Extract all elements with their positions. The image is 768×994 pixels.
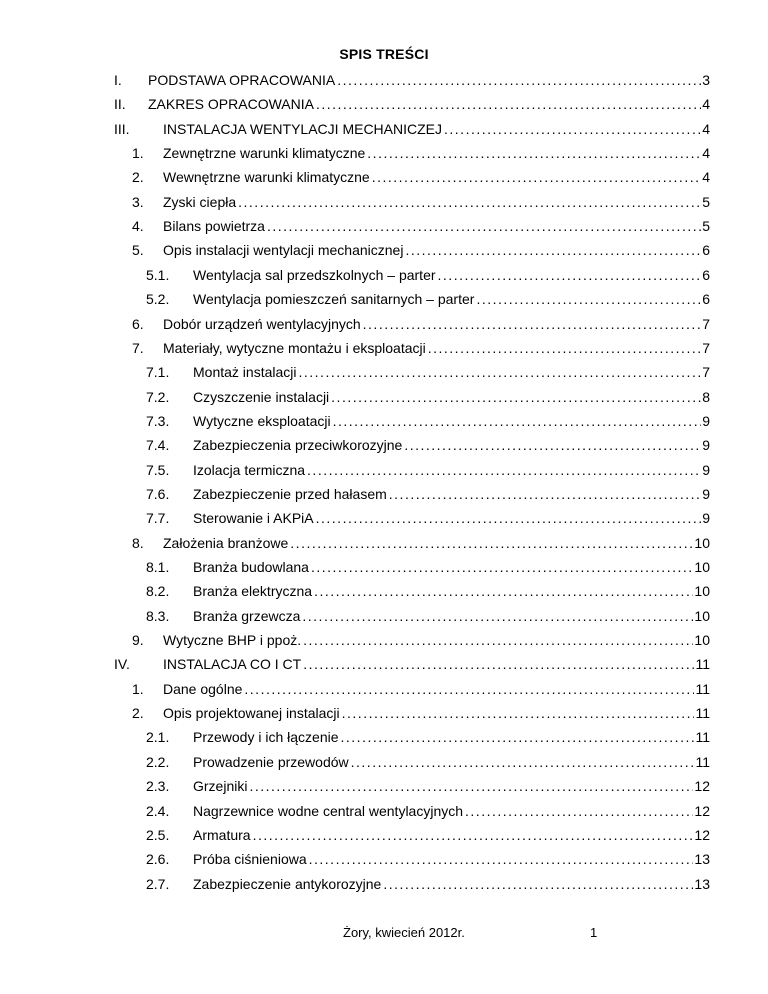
- toc-entry-label: Materiały, wytyczne montażu i eksploatacji: [163, 339, 426, 356]
- toc-entry: [146, 581, 710, 601]
- toc-leader-dots: [333, 413, 702, 429]
- toc-entry-label: Zyski ciepła: [163, 193, 237, 210]
- toc-entry: [132, 533, 710, 553]
- footer-page-number: 1: [590, 925, 598, 940]
- toc-entry: [146, 289, 710, 309]
- toc-entry-number: 1.: [132, 145, 144, 162]
- toc-entry: [132, 338, 710, 358]
- toc-entry-number: 7.1.: [146, 364, 170, 381]
- toc-leader-dots: [383, 876, 693, 892]
- toc-entry: [146, 849, 710, 869]
- toc-entry-page: 8: [702, 388, 710, 405]
- toc-entry-page: 3: [702, 72, 710, 88]
- toc-entry: [146, 265, 710, 285]
- footer-place-date: Żory, kwiecień 2012r.: [343, 925, 465, 940]
- toc-entry: [146, 387, 710, 407]
- toc-entry-page: 12: [694, 802, 710, 819]
- toc-leader-dots: [311, 559, 693, 575]
- toc-leader-dots: [309, 851, 694, 867]
- toc-entry-number: 8.2.: [146, 583, 170, 600]
- toc-entry-label: Grzejniki: [193, 778, 248, 795]
- toc-entry-label: Armatura: [193, 826, 251, 843]
- toc-entry-label: Branża grzewcza: [193, 607, 301, 624]
- toc-leader-dots: [316, 510, 702, 526]
- toc-entry-page: 4: [702, 169, 710, 186]
- toc-entry-page: 7: [702, 315, 710, 332]
- toc-entry: [146, 484, 710, 504]
- toc-leader-dots: [404, 437, 701, 453]
- toc-entry-label: Montaż instalacji: [193, 364, 297, 381]
- toc-entry-label: Wewnętrzne warunki klimatyczne: [163, 169, 370, 186]
- toc-entry-label: Próba ciśnieniowa: [193, 851, 307, 868]
- toc-entry: [132, 703, 710, 723]
- toc-entry-page: 9: [702, 461, 710, 478]
- toc-leader-dots: [316, 96, 701, 112]
- toc-entry: [146, 557, 710, 577]
- toc-entry-page: 12: [694, 778, 710, 795]
- toc-entry-number: 2.: [132, 169, 144, 186]
- toc-leader-dots: [253, 827, 694, 843]
- toc-leader-dots: [389, 486, 701, 502]
- toc-entry-number: 7.3.: [146, 412, 170, 429]
- toc-entry: [146, 776, 710, 796]
- toc-entry-label: Czyszczenie instalacji: [193, 388, 330, 405]
- toc-leader-dots: [303, 632, 693, 648]
- toc-entry: [132, 216, 710, 236]
- toc-entry-label: Dobór urządzeń wentylacyjnych: [163, 315, 361, 332]
- toc-entry-number: 2.6.: [146, 851, 170, 868]
- toc-entry-page: 4: [702, 145, 710, 162]
- toc-entry-label: Wentylacja sal przedszkolnych – parter: [193, 266, 436, 283]
- toc-leader-dots: [307, 462, 701, 478]
- toc-entry-page: 11: [695, 680, 710, 697]
- toc-entry-number: 2.7.: [146, 875, 170, 892]
- toc-entry-label: Przewody i ich łączenie: [193, 729, 339, 746]
- toc-entry-page: 6: [702, 242, 710, 259]
- toc-entry: [114, 94, 710, 114]
- toc-entry: [146, 825, 710, 845]
- toc-entry-label: Wytyczne eksploatacji: [193, 412, 331, 429]
- toc-entry-page: 13: [694, 875, 710, 892]
- toc-entry-page: 6: [702, 291, 710, 308]
- toc-entry-label: Wentylacja pomieszczeń sanitarnych – parter: [193, 291, 475, 308]
- toc-title: SPIS TREŚCI: [339, 46, 429, 62]
- toc-entry-label: Opis projektowanej instalacji: [163, 705, 340, 722]
- toc-leader-dots: [342, 705, 695, 721]
- toc-entry-number: 7.4.: [146, 437, 170, 454]
- toc-entry: [146, 727, 710, 747]
- toc-entry-number: III.: [114, 120, 130, 137]
- toc-entry-page: 11: [695, 705, 710, 722]
- toc-entry-page: 10: [694, 583, 710, 600]
- toc-entry-label: Sterowanie i AKPiA: [193, 510, 314, 527]
- toc-entry-page: 7: [702, 339, 710, 356]
- toc-entry-label: Nagrzewnice wodne central wentylacyjnych: [193, 802, 464, 819]
- toc-entry-label: Założenia branżowe: [163, 534, 289, 551]
- toc-entry-label: Branża budowlana: [193, 559, 309, 575]
- toc-entry: [146, 606, 710, 626]
- toc-entry: [132, 679, 710, 699]
- toc-entry-label: Prowadzenie przewodów: [193, 753, 349, 770]
- toc-entry: [146, 411, 710, 431]
- toc-entry-number: 5.: [132, 242, 144, 259]
- toc-entry-number: 7.2.: [146, 388, 170, 405]
- toc-entry-number: 1.: [132, 680, 144, 697]
- toc-entry-page: 4: [702, 96, 710, 113]
- toc-leader-dots: [428, 340, 701, 356]
- toc-entry-page: 10: [694, 632, 710, 649]
- toc-entry-number: 7.: [132, 339, 144, 356]
- toc-entry-number: 4.: [132, 218, 144, 235]
- toc-entry: [132, 167, 710, 187]
- toc-entry-number: 8.: [132, 534, 144, 551]
- toc-entry-number: 2.: [132, 705, 144, 722]
- toc-entry-label: Wytyczne BHP i ppoż.: [163, 632, 302, 649]
- toc-leader-dots: [405, 242, 701, 258]
- toc-leader-dots: [337, 72, 701, 88]
- toc-leader-dots: [244, 681, 694, 697]
- toc-entry: [146, 460, 710, 480]
- toc-entry-number: IV.: [114, 656, 130, 673]
- toc-leader-dots: [351, 754, 695, 770]
- toc-entry-page: 5: [702, 218, 710, 235]
- toc-entry-page: 10: [694, 559, 710, 575]
- toc-leader-dots: [341, 729, 695, 745]
- toc-entry-number: I.: [114, 72, 122, 88]
- toc-entry-page: 6: [702, 266, 710, 283]
- toc-entry-number: 9.: [132, 632, 144, 649]
- toc-entry-page: 10: [694, 534, 710, 551]
- toc-entry-page: 9: [702, 412, 710, 429]
- toc-entry: [132, 192, 710, 212]
- toc-entry-page: 5: [702, 193, 710, 210]
- toc-entry-number: 5.2.: [146, 291, 170, 308]
- toc-entry-number: 2.2.: [146, 753, 170, 770]
- toc-leader-dots: [367, 145, 701, 161]
- toc-entry-page: 9: [702, 485, 710, 502]
- toc-entry-label: ZAKRES OPRACOWANIA: [148, 96, 314, 113]
- toc-entry-label: Zabezpieczenie przed hałasem: [193, 485, 387, 502]
- toc-entry-label: Zewnętrzne warunki klimatyczne: [163, 145, 366, 162]
- toc-leader-dots: [444, 121, 701, 137]
- toc-entry-label: Branża elektryczna: [193, 583, 313, 600]
- toc-entry-number: 7.6.: [146, 485, 170, 502]
- toc-leader-dots: [331, 389, 701, 405]
- toc-entry: [146, 435, 710, 455]
- toc-entry-number: 6.: [132, 315, 144, 332]
- toc-entry: [132, 630, 710, 650]
- toc-entry: [114, 70, 710, 90]
- toc-entry-label: Dane ogólne: [163, 680, 243, 697]
- toc-entry-number: 3.: [132, 193, 144, 210]
- toc-entry-label: Opis instalacji wentylacji mechanicznej: [163, 242, 404, 259]
- toc-leader-dots: [314, 583, 693, 599]
- toc-entry-page: 7: [702, 364, 710, 381]
- toc-entry-number: 8.3.: [146, 607, 170, 624]
- toc-entry-page: 9: [702, 437, 710, 454]
- toc-entry-page: 4: [702, 120, 710, 137]
- toc-leader-dots: [372, 169, 701, 185]
- toc-entry: [146, 874, 710, 894]
- toc-entry-page: 11: [695, 729, 710, 746]
- toc-entry-page: 9: [702, 510, 710, 527]
- toc-leader-dots: [303, 656, 694, 672]
- toc-entry-number: 7.5.: [146, 461, 170, 478]
- toc-entry: [132, 240, 710, 260]
- toc-entry-number: 7.7.: [146, 510, 170, 527]
- toc-entry: [114, 119, 710, 139]
- toc-entry: [146, 362, 710, 382]
- toc-entry-number: 5.1.: [146, 266, 170, 283]
- toc-leader-dots: [302, 608, 693, 624]
- toc-entry: [132, 314, 710, 334]
- toc-entry-label: Izolacja termiczna: [193, 461, 306, 478]
- toc-leader-dots: [290, 535, 693, 551]
- toc-entry-page: 11: [695, 753, 710, 770]
- toc-entry-number: 8.1.: [146, 559, 170, 575]
- toc-entry-page: 10: [694, 607, 710, 624]
- toc-entry-page: 13: [694, 851, 710, 868]
- toc-leader-dots: [299, 364, 702, 380]
- toc-entry-label: INSTALACJA WENTYLACJI MECHANICZEJ: [163, 120, 443, 137]
- toc-entry-number: 2.5.: [146, 826, 170, 843]
- toc-entry-number: 2.3.: [146, 778, 170, 795]
- toc-entry-number: II.: [114, 96, 126, 113]
- toc-leader-dots: [238, 194, 701, 210]
- toc-entry-label: Zabezpieczenie antykorozyjne: [193, 875, 382, 892]
- toc-leader-dots: [476, 291, 701, 307]
- toc-entry-label: Zabezpieczenia przeciwkorozyjne: [193, 437, 403, 454]
- toc-entry: [146, 752, 710, 772]
- toc-entry-label: Bilans powietrza: [163, 218, 265, 235]
- toc-leader-dots: [465, 803, 693, 819]
- toc-leader-dots: [363, 316, 702, 332]
- toc-leader-dots: [267, 218, 701, 234]
- toc-entry: [114, 654, 710, 674]
- toc-entry: [132, 143, 710, 163]
- toc-entry: [146, 801, 710, 821]
- toc-entry-number: 2.1.: [146, 729, 170, 746]
- toc-leader-dots: [249, 778, 693, 794]
- toc-entry-label: PODSTAWA OPRACOWANIA: [148, 72, 336, 88]
- toc-entry-label: INSTALACJA CO I CT: [163, 656, 302, 673]
- toc-entry-page: 11: [695, 656, 710, 673]
- toc-entry-number: 2.4.: [146, 802, 170, 819]
- toc-entry: [146, 508, 710, 528]
- toc-leader-dots: [438, 267, 702, 283]
- toc-entry-page: 12: [694, 826, 710, 843]
